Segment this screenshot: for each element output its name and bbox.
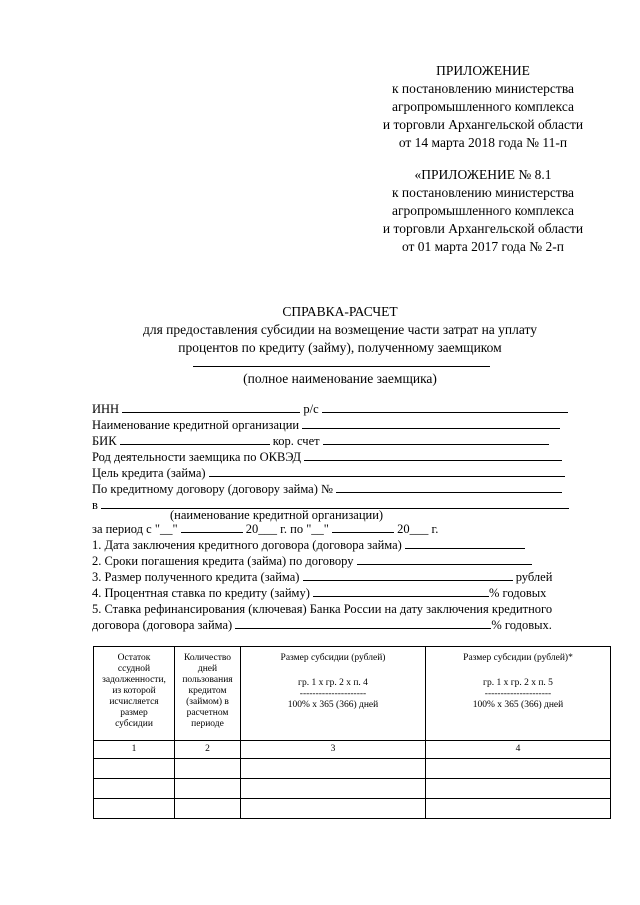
period-start-month-field[interactable] xyxy=(181,521,243,533)
item2-label: 2. Сроки погашения кредита (займа) по договору xyxy=(92,554,354,568)
bank-name-row xyxy=(92,417,560,433)
table-row xyxy=(94,779,611,799)
inn-row xyxy=(92,401,568,417)
item5-unit: % годовых. xyxy=(491,618,552,632)
contract-number-field[interactable] xyxy=(336,481,562,493)
column-number: 2 xyxy=(175,741,241,759)
table-cell[interactable] xyxy=(241,779,426,799)
table-cell[interactable] xyxy=(426,759,611,779)
appendix-header-1 xyxy=(340,62,626,152)
item5-label: договора (договора займа) xyxy=(92,618,233,632)
borrower-name-field[interactable] xyxy=(193,366,490,367)
ks-label: кор. счет xyxy=(272,434,320,448)
item2-field[interactable] xyxy=(357,553,532,565)
item2-row xyxy=(92,553,532,569)
period-middle-label: 20___ г. по "__" xyxy=(245,522,329,536)
period-start-label: за период с "__" xyxy=(92,522,178,536)
table-cell[interactable] xyxy=(426,779,611,799)
column-number: 4 xyxy=(426,741,611,759)
table-cell[interactable] xyxy=(94,759,175,779)
appendix-line: агропромышленного комплекса xyxy=(392,203,574,218)
title-line-1: для предоставления субсидии на возмещение части затрат на уплату xyxy=(142,322,537,337)
table-cell[interactable] xyxy=(175,759,241,779)
item4-field[interactable] xyxy=(313,585,489,597)
item5-line1: 5. Ставка рефинансирования (ключевая) Банка России на дату заключения кредитного xyxy=(92,602,553,616)
item3-field[interactable] xyxy=(303,569,513,581)
item3-row xyxy=(92,569,552,585)
inn-label: ИНН xyxy=(92,402,120,416)
bik-field[interactable] xyxy=(120,433,270,445)
table-cell[interactable] xyxy=(241,759,426,779)
table-cell[interactable] xyxy=(241,799,426,819)
period-end-label: 20___ г. xyxy=(397,522,439,536)
header-cell-remaining-debt: Остаток ссудной задолженности, из которой исчисляется размер субсидии xyxy=(94,647,175,741)
table-row xyxy=(94,759,611,779)
bank-name-field[interactable] xyxy=(302,417,560,429)
document-title-block xyxy=(60,303,620,357)
item4-label: 4. Процентная ставка по кредиту (займу) xyxy=(92,586,310,600)
header-cell-subsidy-1: Размер субсидии (рублей) гр. 1 x гр. 2 x п. 4 --------------------- 100% x 365 (366) дней xyxy=(241,647,426,741)
borrower-caption: (полное наименование заемщика) xyxy=(243,371,437,386)
inn-field[interactable] xyxy=(122,401,300,413)
okved-row xyxy=(92,449,562,465)
appendix-line: «ПРИЛОЖЕНИЕ № 8.1 xyxy=(414,167,552,182)
bik-row xyxy=(92,433,549,449)
table-cell[interactable] xyxy=(94,799,175,819)
item5-row xyxy=(92,617,552,633)
column-number: 1 xyxy=(94,741,175,759)
appendix-line: ПРИЛОЖЕНИЕ xyxy=(436,63,530,78)
bank-name-label: Наименование кредитной организации xyxy=(92,418,300,432)
appendix-header-2 xyxy=(340,166,626,256)
appendix-line: агропромышленного комплекса xyxy=(392,99,574,114)
purpose-label: Цель кредита (займа) xyxy=(92,466,206,480)
document-title: СПРАВКА-РАСЧЕТ xyxy=(282,304,398,319)
subsidy-table xyxy=(93,646,611,819)
appendix-line: к постановлению министерства xyxy=(391,185,575,200)
item3-unit: рублей xyxy=(515,570,553,584)
period-end-month-field[interactable] xyxy=(332,521,394,533)
item4-row xyxy=(92,585,546,601)
org-caption: (наименование кредитной организации) xyxy=(170,508,384,522)
item1-row xyxy=(92,537,525,553)
item3-label: 3. Размер полученного кредита (займа) xyxy=(92,570,300,584)
okved-label: Род деятельности заемщика по ОКВЭД xyxy=(92,450,302,464)
rs-field[interactable] xyxy=(322,401,568,413)
item1-label: 1. Дата заключения кредитного договора (договора займа) xyxy=(92,538,402,552)
appendix-line: от 01 марта 2017 года № 2-п xyxy=(401,239,565,254)
rs-label: р/с xyxy=(303,402,319,416)
bik-label: БИК xyxy=(92,434,117,448)
table-header-row xyxy=(94,647,611,741)
header-cell-subsidy-2: Размер субсидии (рублей)* гр. 1 x гр. 2 x п. 5 --------------------- 100% x 365 (366) дней xyxy=(426,647,611,741)
in-label: в xyxy=(92,498,98,512)
item5-field[interactable] xyxy=(235,617,491,629)
table-number-row xyxy=(94,741,611,759)
table-cell[interactable] xyxy=(94,779,175,799)
contract-label: По кредитному договору (договору займа) № xyxy=(92,482,333,496)
table-cell[interactable] xyxy=(175,779,241,799)
header-cell-days-count: Количество дней пользования кредитом (займом) в расчетном периоде xyxy=(175,647,241,741)
appendix-line: и торговли Архангельской области xyxy=(382,221,584,236)
item1-field[interactable] xyxy=(405,537,525,549)
table-cell[interactable] xyxy=(175,799,241,819)
item4-unit: % годовых xyxy=(488,586,547,600)
okved-field[interactable] xyxy=(304,449,562,461)
column-number: 3 xyxy=(241,741,426,759)
purpose-row xyxy=(92,465,565,481)
period-row xyxy=(92,521,438,537)
contract-row xyxy=(92,481,562,497)
title-line-2: процентов по кредиту (займу), полученному заемщиком xyxy=(178,340,502,355)
appendix-line: к постановлению министерства xyxy=(391,81,575,96)
ks-field[interactable] xyxy=(323,433,549,445)
purpose-field[interactable] xyxy=(209,465,565,477)
table-row xyxy=(94,799,611,819)
table-cell[interactable] xyxy=(426,799,611,819)
appendix-line: и торговли Архангельской области xyxy=(382,117,584,132)
appendix-line: от 14 марта 2018 года № 11-п xyxy=(398,135,568,150)
